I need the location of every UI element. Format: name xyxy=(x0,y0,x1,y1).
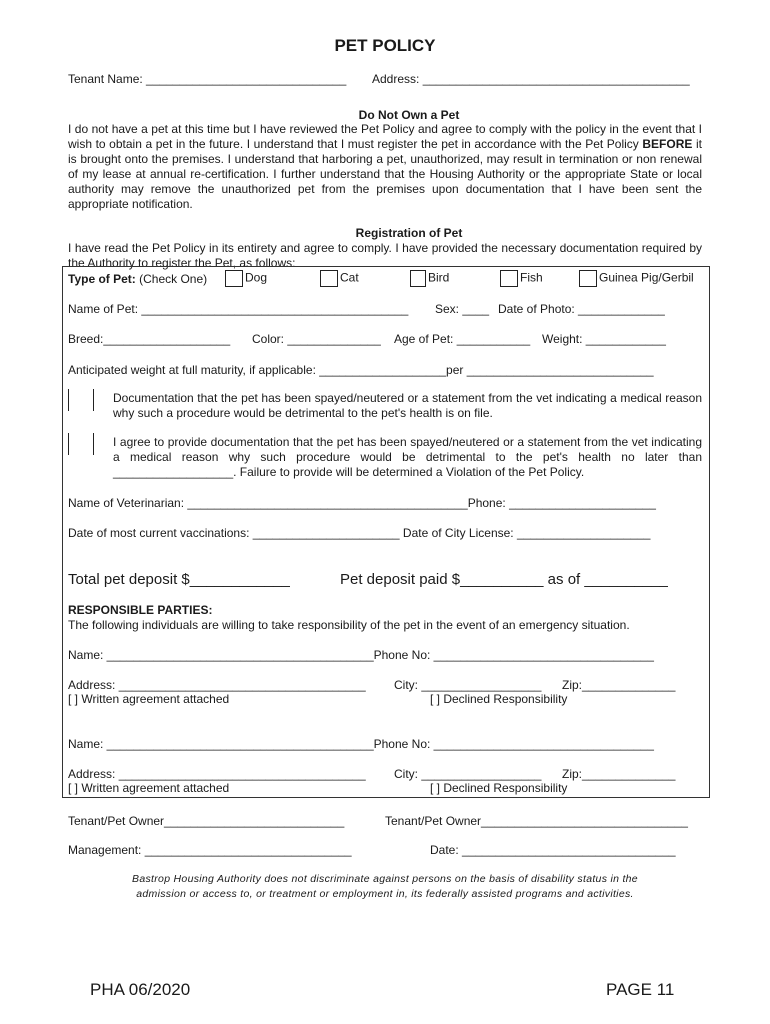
party-2-zip-field[interactable]: Zip:______________ xyxy=(562,767,676,781)
option-cat[interactable] xyxy=(320,270,359,287)
disclaimer-line-2: admission or access to, or treatment or employment in, its federally assisted programs and activities. xyxy=(136,888,634,900)
color-field[interactable]: Color: ______________ xyxy=(252,332,381,346)
date-of-photo-field[interactable]: Date of Photo: _____________ xyxy=(498,302,665,316)
veterinarian-field[interactable]: Name of Veterinarian: __________________________________________Phone: ______________________ xyxy=(68,496,656,510)
fish-checkbox[interactable] xyxy=(500,270,518,287)
party-1-address-field[interactable]: Address: _____________________________________ xyxy=(68,678,366,692)
option-bird[interactable] xyxy=(410,270,449,287)
bird-checkbox[interactable] xyxy=(410,270,426,287)
tenant-name-field[interactable]: Tenant Name: ______________________________ xyxy=(68,72,347,86)
tenant-owner-signature-1[interactable]: Tenant/Pet Owner___________________________ xyxy=(68,814,345,828)
party-2-city-field[interactable]: City: __________________ xyxy=(394,767,542,781)
dog-label: Dog xyxy=(245,270,268,285)
tenant-owner-signature-2[interactable]: Tenant/Pet Owner_______________________________ xyxy=(385,814,688,828)
before-text: BEFORE xyxy=(642,137,693,151)
guinea-pig-checkbox[interactable] xyxy=(579,270,597,287)
name-of-pet-field[interactable]: Name of Pet: ________________________________________ xyxy=(68,302,409,316)
bird-label: Bird xyxy=(428,270,450,285)
party-2-name-field[interactable]: Name: ________________________________________Phone No: _________________________________ xyxy=(68,737,654,751)
dog-checkbox[interactable] xyxy=(225,270,243,287)
footer-form-number: PHA 06/2020 xyxy=(90,980,191,999)
age-field[interactable]: Age of Pet: ___________ xyxy=(394,332,531,346)
management-signature[interactable]: Management: _______________________________ xyxy=(68,843,352,857)
spayed-agree-statement: I agree to provide documentation that the pet has been spayed/neutered or a statement from the vet indicating a medical reason why such procedure would be detrimental to the pet's health no later than __________________. Failure to provide will be determined a Violation of the Pet Policy. xyxy=(113,435,702,479)
date-field[interactable]: Date: ________________________________ xyxy=(430,843,676,857)
party-1-name-field[interactable]: Name: ________________________________________Phone No: _________________________________ xyxy=(68,648,654,662)
anticipated-weight-field[interactable]: Anticipated weight at full maturity, if applicable: ___________________per ____________________________ xyxy=(68,363,654,377)
cat-label: Cat xyxy=(340,270,359,285)
cat-checkbox[interactable] xyxy=(320,270,338,287)
option-guinea-pig[interactable] xyxy=(579,270,694,287)
address-field[interactable]: Address: ________________________________________ xyxy=(372,72,690,86)
vaccinations-field[interactable]: Date of most current vaccinations: ______________________ Date of City License: ____________________ xyxy=(68,526,651,540)
party-1-written-agreement[interactable]: [ ] Written agreement attached xyxy=(68,692,230,706)
option-fish[interactable] xyxy=(500,270,543,287)
party-2-written-agreement[interactable]: [ ] Written agreement attached xyxy=(68,781,230,795)
option-dog[interactable] xyxy=(225,270,267,287)
party-1-zip-field[interactable]: Zip:______________ xyxy=(562,678,676,692)
party-1-declined[interactable]: [ ] Declined Responsibility xyxy=(430,692,568,706)
registration-heading: Registration of Pet xyxy=(355,226,463,240)
responsible-heading: RESPONSIBLE PARTIES: xyxy=(68,603,213,617)
party-2-declined[interactable]: [ ] Declined Responsibility xyxy=(430,781,568,795)
party-2-address-field[interactable]: Address: _____________________________________ xyxy=(68,767,366,781)
party-1-city-field[interactable]: City: __________________ xyxy=(394,678,542,692)
responsible-text: The following individuals are willing to take responsibility of the pet in the event of an emergency situation. xyxy=(68,618,630,632)
total-deposit-field[interactable]: Total pet deposit $____________ xyxy=(68,571,290,588)
registration-paragraph: I have read the Pet Policy in its entirety and agree to comply. I have provided the necessary documentation required by the Authority to register the Pet, as follows: xyxy=(68,241,702,270)
fish-label: Fish xyxy=(520,270,543,285)
not-own-paragraph xyxy=(68,122,702,212)
not-own-text-1: I do not have a pet at this time but I have reviewed the Pet Policy and agree to comply with the policy in the event that I wish to obtain a pet in the future. I understand that I must register the pet in accordance with the Pet Policy xyxy=(68,122,702,151)
footer-page-number: PAGE 11 xyxy=(606,980,675,999)
type-of-pet-label: Type of Pet: xyxy=(68,272,136,286)
spayed-agree-checkbox[interactable] xyxy=(68,433,94,455)
weight-field[interactable]: Weight: ____________ xyxy=(542,332,666,346)
type-of-pet-row xyxy=(68,272,207,286)
page-title: PET POLICY xyxy=(334,36,436,55)
guinea-pig-label: Guinea Pig/Gerbil xyxy=(599,270,694,285)
spayed-on-file-checkbox[interactable] xyxy=(68,389,94,411)
type-of-pet-hint: (Check One) xyxy=(139,272,208,286)
not-own-heading: Do Not Own a Pet xyxy=(358,108,460,122)
breed-field[interactable]: Breed:___________________ xyxy=(68,332,231,346)
sex-field[interactable]: Sex: ____ xyxy=(435,302,490,316)
not-own-text-2: it is brought onto the premises. I understand that harboring a pet, unauthorized, may result in termination or non renewal of my lease at annual re-certification. I further understand that the Housing Authority or the appropriate State or local authority may remove the unauthorized pet from the premises upon documentation that I have been sent the appropriate notification. xyxy=(68,137,702,211)
spayed-on-file-statement: Documentation that the pet has been spayed/neutered or a statement from the vet indicating a medical reason why such a procedure would be detrimental to the pet's health is on file. xyxy=(113,391,702,420)
disclaimer-line-1: Bastrop Housing Authority does not discriminate against persons on the basis of disability status in the xyxy=(132,873,638,885)
deposit-paid-field[interactable]: Pet deposit paid $__________ as of __________ xyxy=(340,571,668,588)
